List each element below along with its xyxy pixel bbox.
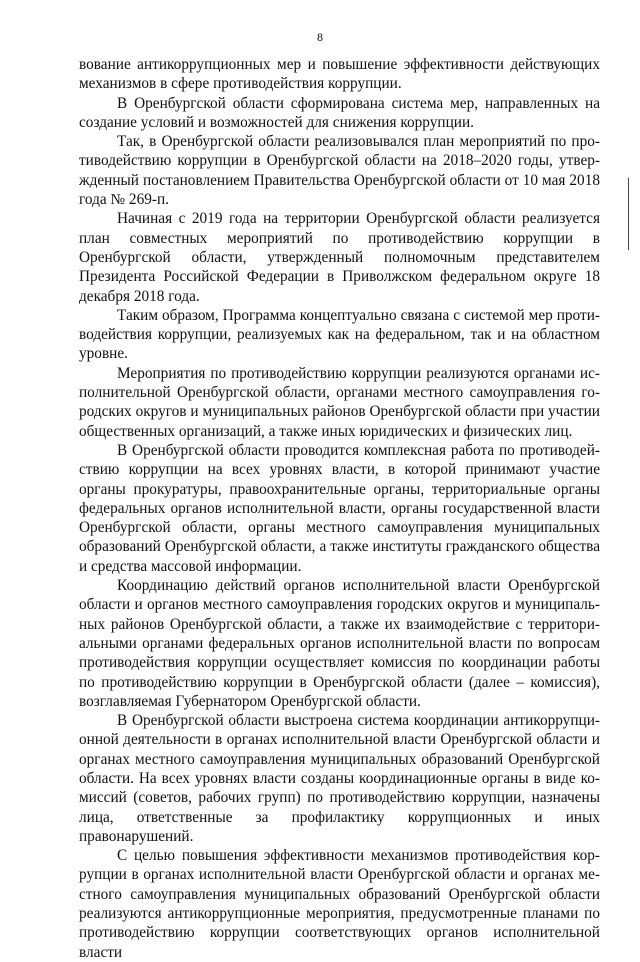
- paragraph-10: С целью повышения эффективности механизмов противодействия коррупции в органах исполнительной власти Оренбургской области и органах местного самоуправления муниципальных образований Оренбургской области реализуются антикоррупционные мероприятия, предусмотренные планами по противодействию коррупции соответствующих органов исполнительной власти: [79, 847, 600, 961]
- paragraph-8: Координацию действий органов исполнительной власти Оренбургской области и органов местного самоуправления городских округов и муниципальных районов Оренбургской области, а также их взаимодействие с территориальными органами федеральных органов исполнительной власти по вопросам противодействия коррупции осуществляет комиссия по координации работы по противодействию коррупции в Оренбургской области (далее – комиссия), возглавляемая Губернатором Оренбургской области.: [79, 577, 600, 710]
- paragraph-2: В Оренбургской области сформирована система мер, направленных на создание условий и возможностей для снижения коррупции.: [79, 94, 600, 131]
- paragraph-7: В Оренбургской области проводится комплексная работа по противодействию коррупции на всех уровнях власти, в которой принимают участие органы прокуратуры, правоохранительные органы, территориальные органы федеральных органов исполнительной власти, органы государственной власти Оренбургской области, органы местного самоуправления муниципальных образований Оренбургской области, а также институты гражданского общества и средства массовой информации.: [79, 441, 600, 575]
- document-body: [79, 55, 600, 962]
- page-number: 8: [317, 30, 323, 44]
- paragraph-5: Таким образом, Программа концептуально связана с системой мер противодействия коррупции, реализуемых как на федеральном, так и на областном уровне.: [79, 306, 600, 363]
- paragraph-1: вование антикоррупционных мер и повышение эффективности действующих механизмов в сфере противодействия коррупции.: [79, 56, 600, 93]
- paragraph-3: Так, в Оренбургской области реализовывался план мероприятий по противодействию коррупции в Оренбургской области на 2018–2020 годы, утвержденный постановлением Правительства Оренбургской области от 10 мая 2018 года № 269-п.: [79, 133, 600, 209]
- paragraph-6: Мероприятия по противодействию коррупции реализуются органами исполнительной Оренбургской области, органами местного самоуправления городских округов и муниципальных районов Оренбургской области при участии общественных организаций, а также иных юридических и физических лиц.: [79, 364, 600, 440]
- paragraph-9: В Оренбургской области выстроена система координации антикоррупционной деятельности в органах исполнительной власти Оренбургской области и органах местного самоуправления муниципальных образований Оренбургской области. На всех уровнях власти созданы координационные органы в виде комиссий (советов, рабочих групп) по противодействию коррупции, назначены лица, ответственные за профилактику коррупционных и иных правонарушений.: [79, 712, 600, 845]
- page-edge-line: [628, 178, 629, 250]
- paragraph-4: Начиная с 2019 года на территории Оренбургской области реализуется план совместных мероприятий по противодействию коррупции в Оренбургской области, утвержденный полномочным представителем Президента Российской Федерации в Приволжском федеральном округе 18 декабря 2018 года.: [79, 210, 600, 305]
